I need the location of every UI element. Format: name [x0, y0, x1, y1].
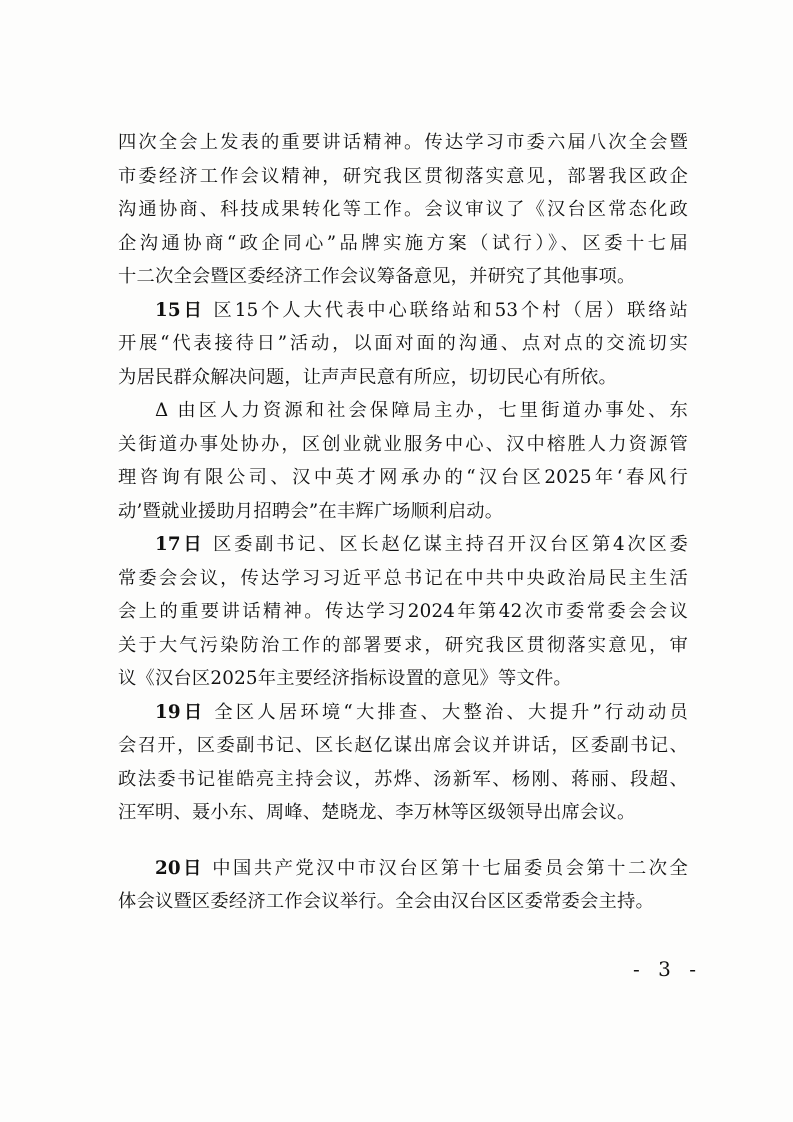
- text-line: [118, 528, 688, 562]
- text-line: 动’暨就业援助月招聘会”在丰辉广场顺利启动。: [118, 500, 504, 522]
- delta-marker: Δ: [155, 400, 169, 421]
- text-line: 为居民群众解决问题，让声声民意有所应，切切民心有所依。: [118, 366, 617, 388]
- text-line: 会上的重要讲话精神。传达学习2024年第42次市委常委会会议: [118, 601, 688, 622]
- text-line: 体会议暨区委经济工作会议举行。全会由汉台区区委常委会主持。: [118, 891, 654, 912]
- text-segment: 由区人力资源和社会保障局主办，七里街道办事处、东: [177, 400, 688, 421]
- paragraph-continuation: [118, 126, 688, 294]
- text-line: 十二次全会暨区委经济工作会议筹备意见，并研究了其他事项。: [118, 266, 636, 287]
- text-line: 会召开，区委副书记、区长赵亿谋出席会议并讲话，区委副书记、: [118, 735, 688, 756]
- text-line: 企沟通协商“政企同心”品牌实施方案（试行）》、区委十七届: [118, 232, 688, 254]
- text-segment: 区15个人大代表中心联络站和53个村（居）联络站: [213, 299, 688, 321]
- text-line: 政法委书记崔皓亮主持会议，苏烨、汤新军、杨刚、蒋丽、段超、: [118, 768, 688, 790]
- page-number: - 3 -: [633, 957, 702, 981]
- date-label: 15日: [155, 299, 205, 321]
- text-line: 沟通协商、科技成果转化等工作。会议审议了《汉台区常态化政: [118, 199, 688, 220]
- paragraph-gap: [118, 830, 688, 852]
- text-line: 理咨询有限公司、汉中英才网承办的“汉台区2025年‘春风行: [118, 467, 688, 488]
- date-label: 19日: [155, 701, 206, 723]
- date-label: 20日: [155, 857, 204, 879]
- text-line: [118, 394, 688, 428]
- text-line: 关街道办事处协办，区创业就业服务中心、汉中榕胜人力资源管: [118, 433, 688, 455]
- text-line: [118, 696, 688, 730]
- text-line: 汪军明、聂小东、周峰、楚晓龙、李万林等区级领导出席会议。: [118, 802, 636, 823]
- date-label: 17日: [155, 534, 205, 555]
- text-line: 常委会会议，传达学习习近平总书记在中共中央政治局民主生活: [118, 567, 688, 589]
- text-segment: 全区人居环境“大排查、大整治、大提升”行动动员: [214, 701, 688, 723]
- paragraph-19: [118, 696, 688, 830]
- text-line: 关于大气污染防治工作的部署要求，研究我区贯彻落实意见，审: [118, 634, 688, 656]
- text-line: [118, 852, 688, 886]
- paragraph-delta: [118, 394, 688, 528]
- text-line: 市委经济工作会议精神，研究我区贯彻落实意见，部署我区政企: [118, 165, 688, 187]
- paragraph-17: [118, 528, 688, 696]
- paragraph-15: [118, 294, 688, 395]
- text-line: 开展“代表接待日”活动，以面对面的沟通、点对点的交流切实: [118, 333, 688, 354]
- text-segment: 中国共产党汉中市汉台区第十七届委员会第十二次全: [212, 857, 689, 879]
- text-segment: 区委副书记、区长赵亿谋主持召开汉台区第4次区委: [213, 534, 689, 555]
- paragraph-20: [118, 852, 688, 919]
- text-line: [118, 294, 688, 328]
- text-line: 四次全会上发表的重要讲话精神。传达学习市委六届八次全会暨: [118, 132, 688, 153]
- document-body: [118, 126, 688, 919]
- text-line: 议《汉台区2025年主要经济指标设置的意见》等文件。: [118, 668, 572, 689]
